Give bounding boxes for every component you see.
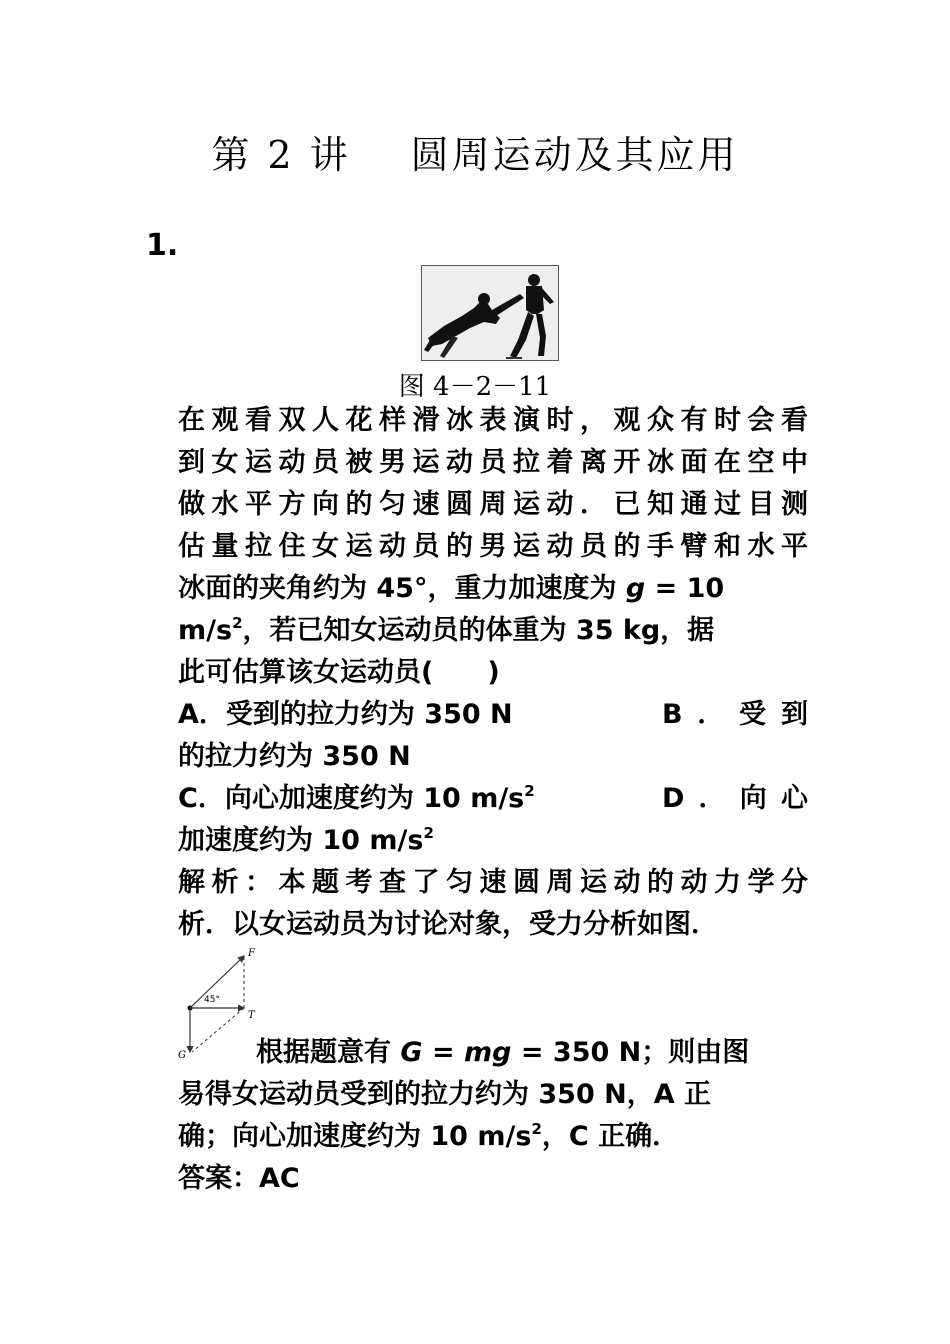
- question-number: 1.: [146, 228, 179, 263]
- label-f: F: [248, 948, 255, 959]
- option-d-head: D．向心: [662, 783, 808, 814]
- option-b-tail: 的拉力约为 350 N: [178, 741, 411, 772]
- stem-line: $m/s^2$，若已知女运动员的体重为 35 kg，据: [178, 614, 715, 646]
- option-a: A．受到的拉力约为 350 N: [178, 699, 513, 730]
- answer: 答案：AC: [178, 1163, 300, 1194]
- stem-line: 到女运动员被男运动员拉着离开冰面在空中: [178, 447, 808, 478]
- lecture-topic: 圆周运动及其应用: [410, 133, 739, 177]
- solution-line: 解析：本题考查了匀速圆周运动的动力学分: [178, 867, 808, 898]
- solution-line: 析．以女运动员为讨论对象，受力分析如图．: [178, 909, 718, 940]
- gravity-symbol: g: [625, 573, 646, 604]
- option-row-ab: [178, 694, 808, 736]
- solution-line: 根据题意有 G = mg = 350 N；则由图: [256, 1037, 750, 1068]
- solution-line: 确；向心加速度约为 10 $m/s^2$，C 正确．: [178, 1120, 680, 1152]
- angle-label: 45°: [204, 995, 220, 1005]
- page-title: [0, 124, 950, 179]
- label-g: G: [178, 1050, 186, 1061]
- question-stem: [178, 400, 808, 946]
- option-row-cd: [178, 778, 808, 820]
- solution-continued: [178, 1032, 808, 1200]
- stem-line: 冰面的夹角约为 45°，重力加速度为 g = 10: [178, 573, 725, 604]
- option-d-tail: 加速度约为 10 $m/s^2$: [178, 824, 434, 856]
- option-c: C．向心加速度约为 10 $m/s^2$: [178, 782, 535, 814]
- stem-line: 此可估算该女运动员( ): [178, 657, 500, 688]
- figure-caption: 图 4－2－11: [398, 372, 552, 402]
- stem-line: 估量拉住女运动员的男运动员的手臂和水平: [178, 531, 808, 562]
- skating-photo: [421, 265, 559, 361]
- solution-line: 易得女运动员受到的拉力约为 350 N，A 正: [178, 1079, 712, 1110]
- label-t: T: [248, 1010, 255, 1021]
- option-b-head: B．受到: [662, 699, 808, 730]
- stem-line: 做水平方向的匀速圆周运动．已知通过目测: [178, 489, 808, 520]
- stem-line: 在观看双人花样滑冰表演时，观众有时会看: [178, 405, 808, 436]
- lecture-number: 第 2 讲: [211, 133, 351, 177]
